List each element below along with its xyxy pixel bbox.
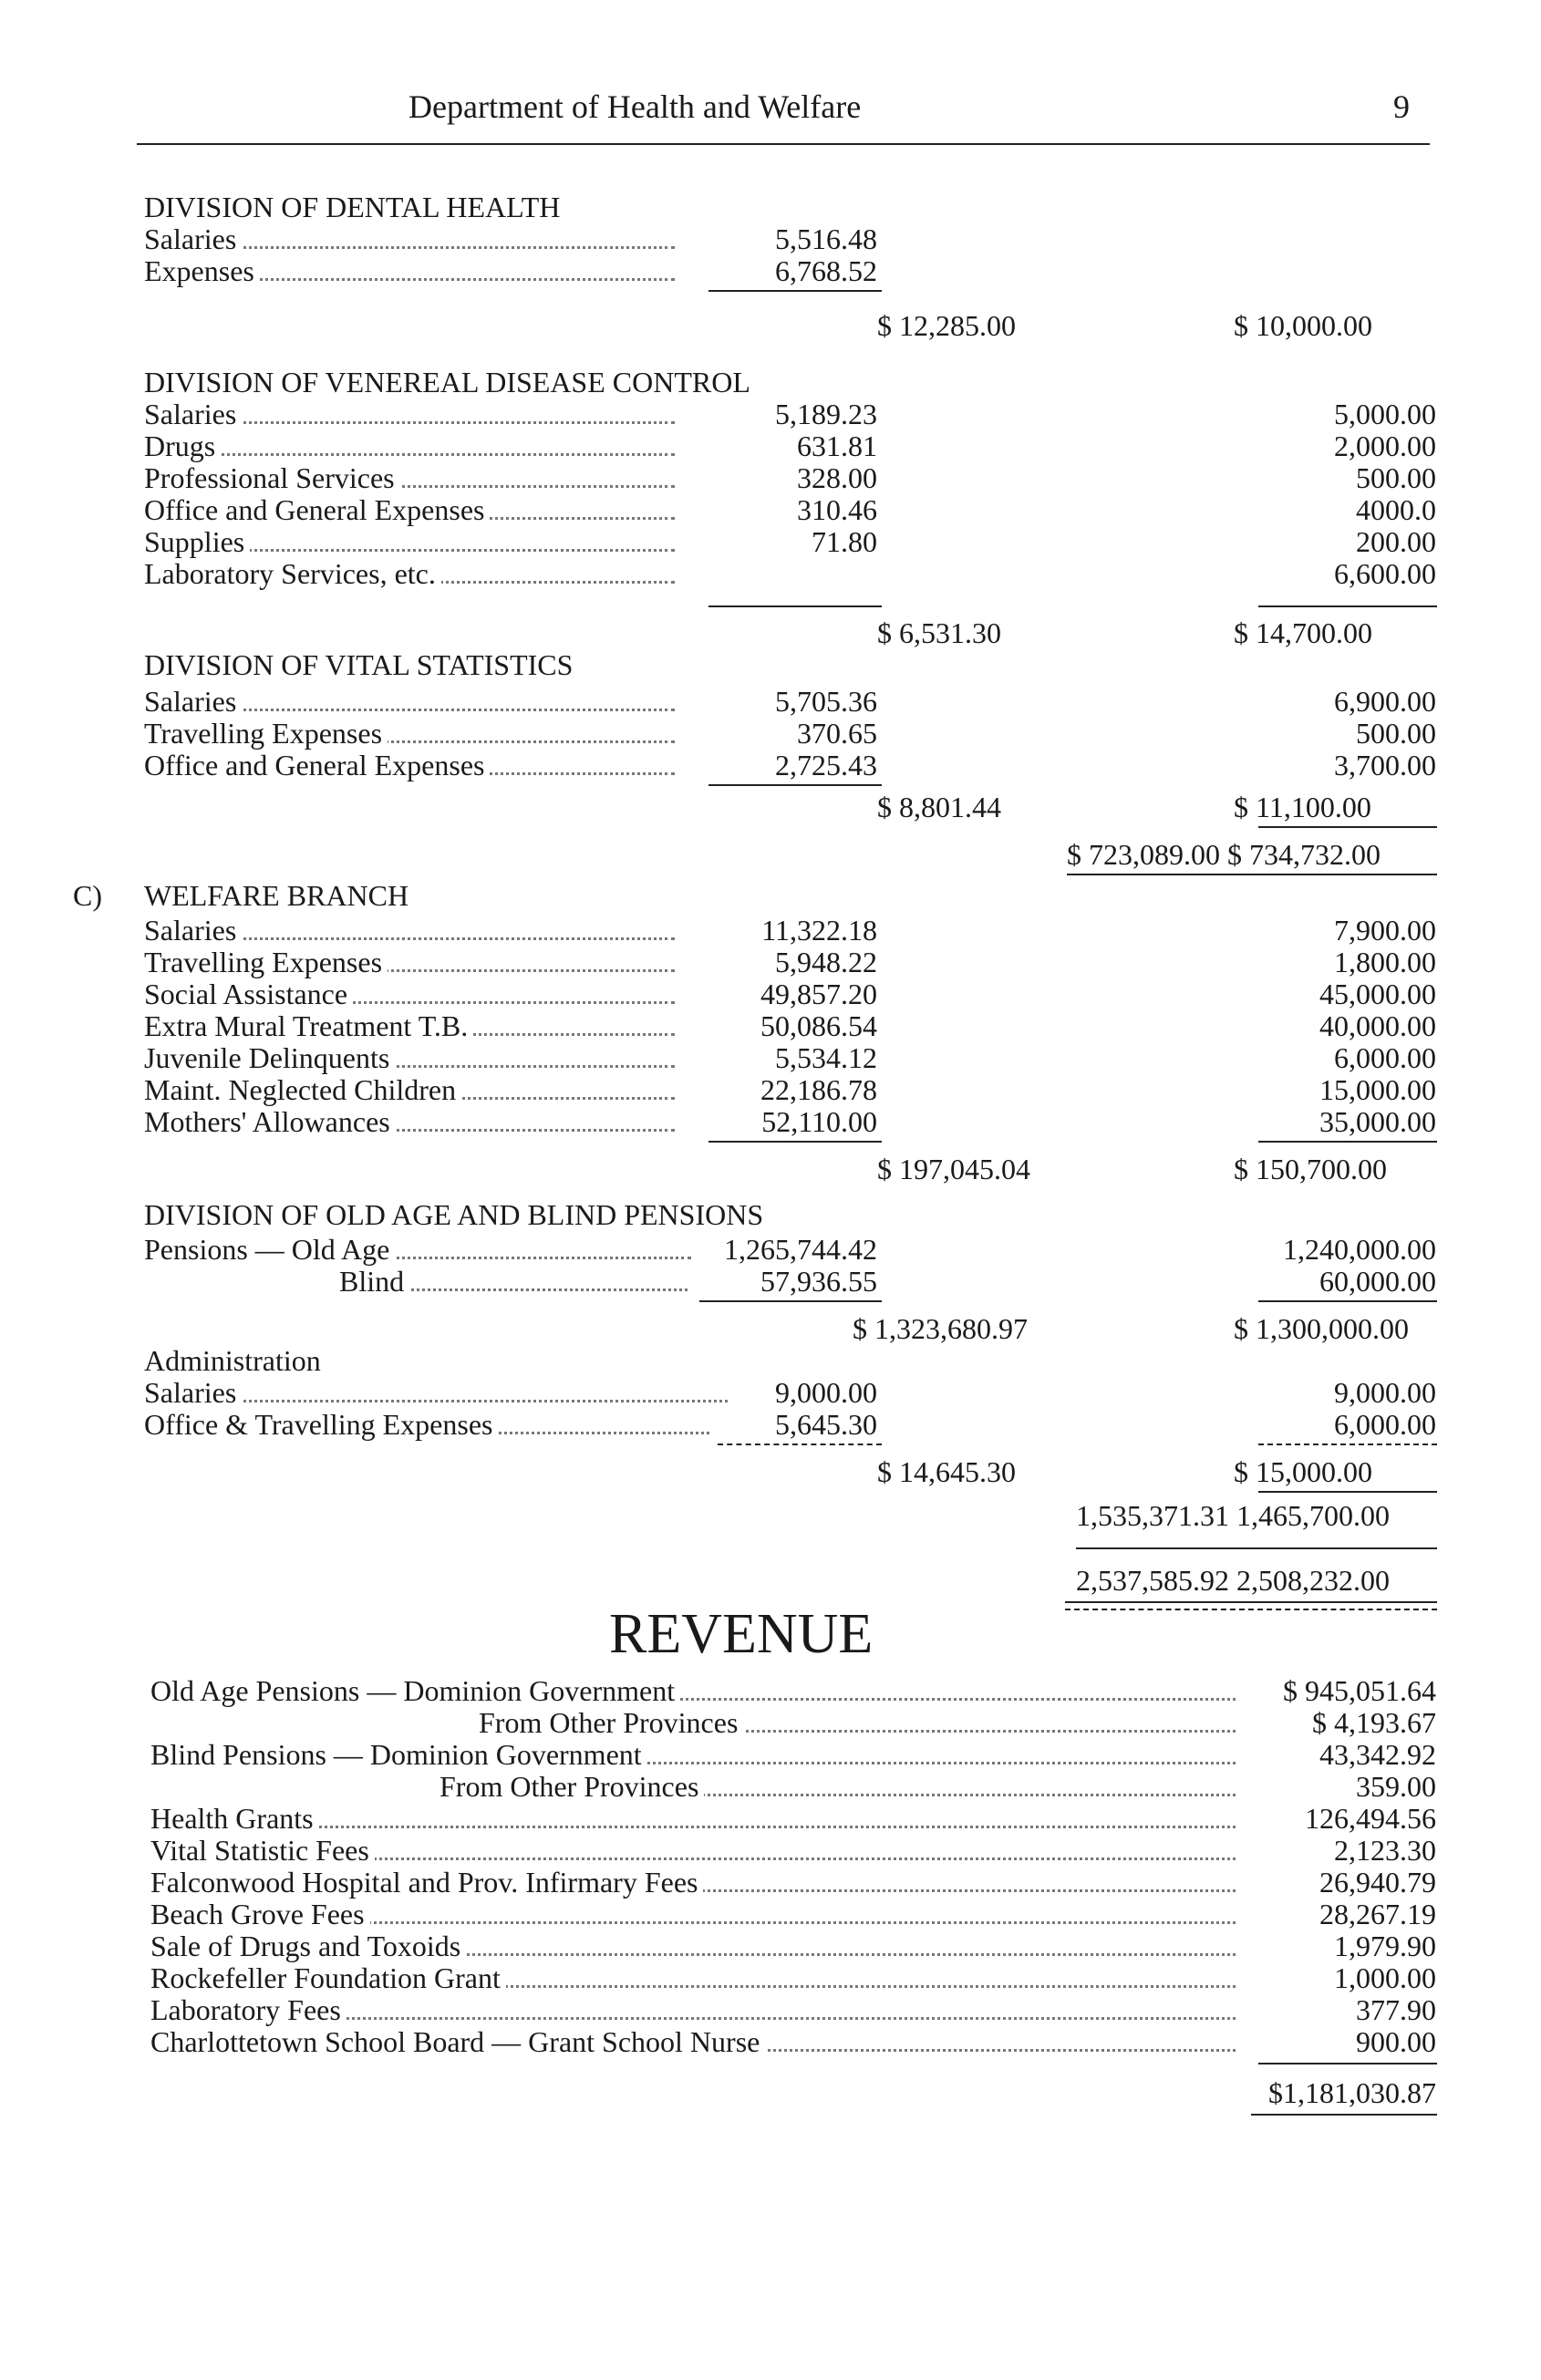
actual-value: 5,705.36 bbox=[775, 685, 877, 718]
row-label: Laboratory Fees bbox=[150, 1994, 346, 2026]
row-label: Office and General Expenses bbox=[144, 494, 490, 526]
estimate-value: 45,000.00 bbox=[1319, 978, 1436, 1010]
revenue-amount: $ 4,193.67 bbox=[1312, 1706, 1436, 1739]
double-rule bbox=[1251, 2114, 1437, 2116]
estimate-value: 40,000.00 bbox=[1319, 1009, 1436, 1042]
table-row bbox=[440, 1771, 1236, 1803]
actual-value: 6,768.52 bbox=[775, 254, 877, 287]
estimate-value: 7,900.00 bbox=[1334, 914, 1436, 947]
section-title-pensions: DIVISION OF OLD AGE AND BLIND PENSIONS bbox=[144, 1198, 764, 1231]
table-row bbox=[144, 430, 675, 462]
row-label: Social Assistance bbox=[144, 978, 353, 1010]
estimate-value: 5,000.00 bbox=[1334, 398, 1436, 430]
row-label: Blind Pensions — Dominion Government bbox=[150, 1739, 647, 1771]
table-row bbox=[144, 1010, 675, 1042]
page-number: 9 bbox=[1393, 88, 1410, 125]
section-total-actual: $ 6,531.30 bbox=[877, 616, 1001, 649]
section-total-actual: $ 8,801.44 bbox=[877, 791, 1001, 823]
revenue-amount: 28,267.19 bbox=[1319, 1898, 1436, 1930]
row-label: Professional Services bbox=[144, 462, 400, 494]
sum-rule bbox=[718, 1444, 882, 1445]
actual-value: 52,110.00 bbox=[761, 1105, 877, 1138]
actual-value: 9,000.00 bbox=[775, 1376, 877, 1409]
row-label: Travelling Expenses bbox=[144, 718, 388, 750]
table-row bbox=[150, 1994, 1236, 2026]
estimate-value: 2,000.00 bbox=[1334, 429, 1436, 462]
table-row bbox=[150, 1962, 1236, 1994]
estimate-value: 9,000.00 bbox=[1334, 1376, 1436, 1409]
dot-leader bbox=[144, 453, 675, 456]
actual-value: 631.81 bbox=[797, 429, 877, 462]
row-label: Supplies bbox=[144, 526, 250, 558]
section-total-actual: $ 12,285.00 bbox=[877, 309, 1016, 342]
actual-value: 5,948.22 bbox=[775, 946, 877, 978]
table-row bbox=[150, 1930, 1236, 1962]
table-row bbox=[144, 398, 675, 430]
table-row bbox=[144, 1106, 675, 1138]
revenue-total: $1,181,030.87 bbox=[1268, 2076, 1436, 2109]
header-rule bbox=[137, 143, 1430, 145]
table-row bbox=[144, 1377, 728, 1409]
revenue-amount: 1,000.00 bbox=[1334, 1961, 1436, 1994]
row-label: Salaries bbox=[144, 1377, 242, 1409]
double-rule bbox=[1065, 1609, 1437, 1610]
revenue-amount: 377.90 bbox=[1356, 1993, 1436, 2026]
table-row bbox=[144, 978, 675, 1010]
actual-value: 1,265,744.42 bbox=[724, 1233, 877, 1266]
sum-rule bbox=[708, 784, 882, 786]
row-label: Old Age Pensions — Dominion Government bbox=[150, 1675, 680, 1707]
row-label: Drugs bbox=[144, 430, 221, 462]
actual-value: 370.65 bbox=[797, 717, 877, 750]
sum-rule bbox=[1258, 1141, 1437, 1143]
estimate-value: 1,240,000.00 bbox=[1283, 1233, 1436, 1266]
row-label: Rockefeller Foundation Grant bbox=[150, 1962, 506, 1994]
sum-rule bbox=[1258, 605, 1437, 607]
section-total-actual: $ 14,645.30 bbox=[877, 1455, 1016, 1488]
grand-total: 2,537,585.92 2,508,232.00 bbox=[1076, 1564, 1390, 1597]
sum-rule bbox=[1076, 1547, 1437, 1549]
estimate-value: 500.00 bbox=[1356, 461, 1436, 494]
row-label: Salaries bbox=[144, 915, 242, 947]
branch-total: $ 723,089.00 $ 734,732.00 bbox=[1067, 838, 1381, 871]
table-row bbox=[144, 462, 675, 494]
section-title-dental: DIVISION OF DENTAL HEALTH bbox=[144, 191, 561, 223]
table-row bbox=[144, 558, 675, 590]
row-label: From Other Provinces bbox=[479, 1707, 743, 1739]
table-row bbox=[479, 1707, 1236, 1739]
row-label: Pensions — Old Age bbox=[144, 1234, 395, 1266]
table-row bbox=[150, 1867, 1236, 1899]
table-row bbox=[144, 1042, 675, 1074]
page-title: Department of Health and Welfare bbox=[409, 88, 862, 125]
section-total-actual: $ 1,323,680.97 bbox=[853, 1312, 1028, 1345]
sum-rule bbox=[1258, 1491, 1437, 1493]
sum-rule bbox=[1067, 874, 1437, 875]
sum-rule bbox=[1258, 826, 1437, 828]
table-row bbox=[150, 1803, 1236, 1835]
table-row bbox=[144, 526, 675, 558]
section-title-venereal: DIVISION OF VENEREAL DISEASE CONTROL bbox=[144, 366, 750, 398]
table-row bbox=[150, 1835, 1236, 1867]
row-label: Maint. Neglected Children bbox=[144, 1074, 461, 1106]
row-label: Office and General Expenses bbox=[144, 750, 490, 781]
table-row bbox=[144, 947, 675, 978]
row-label: Juvenile Delinquents bbox=[144, 1042, 395, 1074]
estimate-value: 200.00 bbox=[1356, 525, 1436, 558]
actual-value: 49,857.20 bbox=[760, 978, 877, 1010]
row-label: From Other Provinces bbox=[440, 1771, 704, 1803]
row-label: Falconwood Hospital and Prov. Infirmary Fees bbox=[150, 1867, 703, 1899]
estimate-value: 60,000.00 bbox=[1319, 1265, 1436, 1298]
actual-value: 5,645.30 bbox=[775, 1408, 877, 1441]
actual-value: 50,086.54 bbox=[760, 1009, 877, 1042]
estimate-value: 6,000.00 bbox=[1334, 1041, 1436, 1074]
table-row bbox=[144, 223, 675, 255]
table-row bbox=[144, 718, 675, 750]
actual-value: 5,189.23 bbox=[775, 398, 877, 430]
table-row bbox=[144, 915, 675, 947]
table-row bbox=[144, 494, 675, 526]
table-row bbox=[339, 1266, 688, 1298]
sum-rule bbox=[1258, 1444, 1437, 1445]
row-label: Salaries bbox=[144, 398, 242, 430]
table-row bbox=[144, 1409, 709, 1441]
revenue-amount: $ 945,051.64 bbox=[1283, 1674, 1436, 1707]
actual-value: 22,186.78 bbox=[760, 1073, 877, 1106]
row-label: Salaries bbox=[144, 686, 242, 718]
row-label: Laboratory Services, etc. bbox=[144, 558, 441, 590]
section-title-welfare: WELFARE BRANCH bbox=[144, 879, 409, 912]
table-row bbox=[144, 686, 675, 718]
revenue-amount: 2,123.30 bbox=[1334, 1834, 1436, 1867]
section-title-vital: DIVISION OF VITAL STATISTICS bbox=[144, 648, 574, 681]
section-total-estimate: $ 150,700.00 bbox=[1234, 1153, 1387, 1185]
section-total-estimate: $ 15,000.00 bbox=[1234, 1455, 1372, 1488]
double-rule bbox=[1065, 1601, 1437, 1603]
estimate-value: 6,000.00 bbox=[1334, 1408, 1436, 1441]
sum-rule bbox=[708, 605, 882, 607]
section-total-actual: $ 197,045.04 bbox=[877, 1153, 1030, 1185]
estimate-value: 6,600.00 bbox=[1334, 557, 1436, 590]
revenue-amount: 26,940.79 bbox=[1319, 1866, 1436, 1899]
row-label: Charlottetown School Board — Grant School Nurse bbox=[150, 2026, 765, 2058]
table-row bbox=[144, 750, 675, 781]
actual-value: 328.00 bbox=[797, 461, 877, 494]
revenue-amount: 126,494.56 bbox=[1305, 1802, 1436, 1835]
table-row bbox=[150, 1739, 1236, 1771]
estimate-value: 35,000.00 bbox=[1319, 1105, 1436, 1138]
table-row bbox=[150, 1675, 1236, 1707]
actual-value: 5,516.48 bbox=[775, 222, 877, 255]
table-row bbox=[144, 1074, 675, 1106]
revenue-amount: 43,342.92 bbox=[1319, 1738, 1436, 1771]
sum-rule bbox=[699, 1300, 882, 1302]
row-label: Expenses bbox=[144, 255, 260, 287]
subtotal: 1,535,371.31 1,465,700.00 bbox=[1076, 1499, 1390, 1532]
actual-value: 310.46 bbox=[797, 493, 877, 526]
sum-rule bbox=[708, 1141, 882, 1143]
estimate-value: 6,900.00 bbox=[1334, 685, 1436, 718]
row-label: Vital Statistic Fees bbox=[150, 1835, 375, 1867]
sum-rule bbox=[1258, 2063, 1437, 2064]
revenue-title: REVENUE bbox=[609, 1603, 874, 1665]
actual-value: 71.80 bbox=[812, 525, 877, 558]
section-total-estimate: $ 14,700.00 bbox=[1234, 616, 1372, 649]
row-label: Sale of Drugs and Toxoids bbox=[150, 1930, 466, 1962]
row-label: Beach Grove Fees bbox=[150, 1899, 370, 1930]
row-label: Travelling Expenses bbox=[144, 947, 388, 978]
row-label: Mothers' Allowances bbox=[144, 1106, 396, 1138]
actual-value: 5,534.12 bbox=[775, 1041, 877, 1074]
actual-value: 57,936.55 bbox=[760, 1265, 877, 1298]
section-total-estimate: $ 11,100.00 bbox=[1234, 791, 1371, 823]
sum-rule bbox=[1258, 1300, 1437, 1302]
table-row bbox=[150, 1899, 1236, 1930]
table-row bbox=[144, 255, 675, 287]
estimate-value: 500.00 bbox=[1356, 717, 1436, 750]
actual-value: 2,725.43 bbox=[775, 749, 877, 781]
row-label: Blind bbox=[339, 1266, 409, 1298]
table-row bbox=[144, 1234, 691, 1266]
estimate-value: 15,000.00 bbox=[1319, 1073, 1436, 1106]
section-total-estimate: $ 1,300,000.00 bbox=[1234, 1312, 1409, 1345]
row-label: Office & Travelling Expenses bbox=[144, 1409, 498, 1441]
section-total-estimate: $ 10,000.00 bbox=[1234, 309, 1372, 342]
sum-rule bbox=[708, 290, 882, 292]
table-row bbox=[150, 2026, 1236, 2058]
revenue-amount: 359.00 bbox=[1356, 1770, 1436, 1803]
estimate-value: 4000.0 bbox=[1356, 493, 1436, 526]
revenue-amount: 900.00 bbox=[1356, 2025, 1436, 2058]
actual-value: 11,322.18 bbox=[761, 914, 877, 947]
row-label: Salaries bbox=[144, 223, 242, 255]
estimate-value: 3,700.00 bbox=[1334, 749, 1436, 781]
section-title-admin: Administration bbox=[144, 1344, 321, 1377]
branch-marker: C) bbox=[73, 879, 102, 912]
revenue-amount: 1,979.90 bbox=[1334, 1930, 1436, 1962]
row-label: Extra Mural Treatment T.B. bbox=[144, 1010, 473, 1042]
row-label: Health Grants bbox=[150, 1803, 319, 1835]
estimate-value: 1,800.00 bbox=[1334, 946, 1436, 978]
